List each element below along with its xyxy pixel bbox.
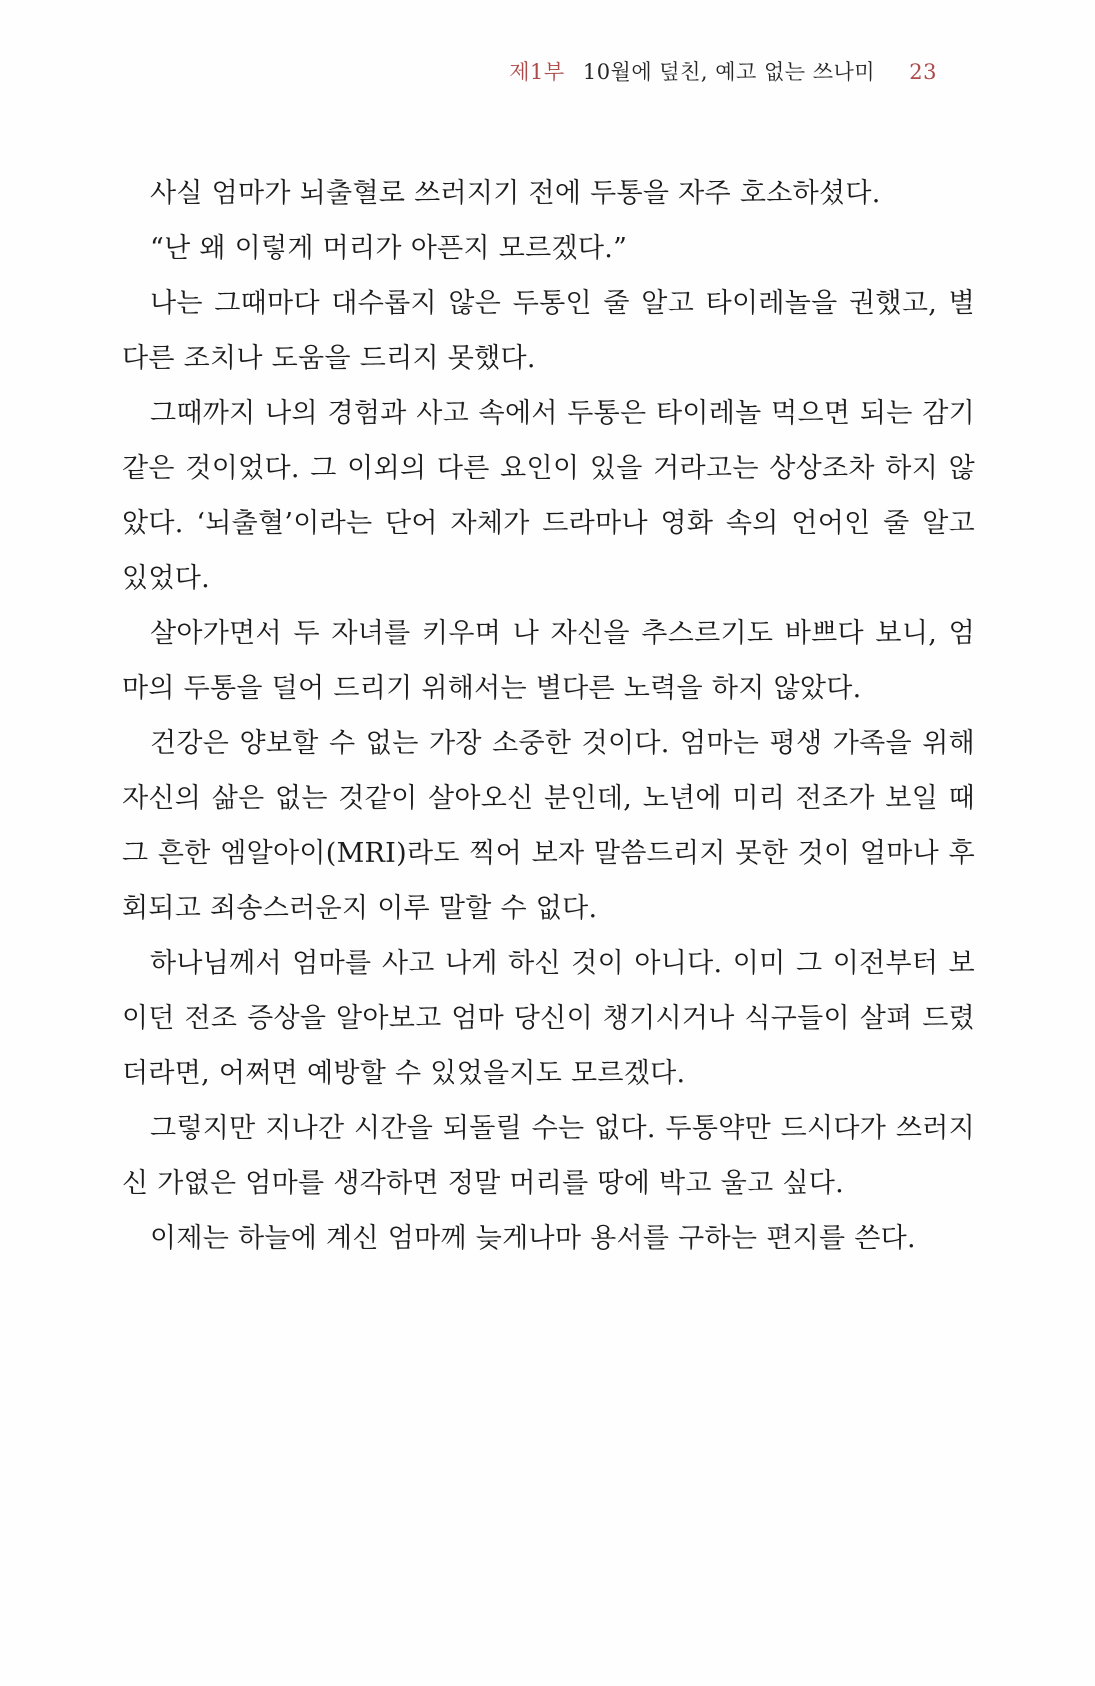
paragraph: 사실 엄마가 뇌출혈로 쓰러지기 전에 두통을 자주 호소하셨다. (150, 178, 881, 209)
running-head (0, 58, 937, 87)
paragraph: 그때까지 나의 경험과 사고 속에서 두통은 타이레놀 먹으면 되는 감기 같은 것이었다. 그 이외의 다른 요인이 있을 거라고는 상상조차 하지 않았다. ‘뇌출혈’이라는 단어 자체가 드라마나 영화 속의 언어인 줄 알고 있었다. (122, 398, 975, 594)
paragraph: “난 왜 이렇게 머리가 아픈지 모르겠다.” (150, 233, 628, 264)
paragraph: 하나님께서 엄마를 사고 나게 하신 것이 아니다. 이미 그 이전부터 보이던 전조 증상을 알아보고 엄마 당신이 챙기시거나 식구들이 살펴 드렸더라면, 어쩌면 예방할 수 있었을지도 모르겠다. (122, 948, 975, 1089)
paragraph: 그렇지만 지나간 시간을 되돌릴 수는 없다. 두통약만 드시다가 쓰러지신 가엾은 엄마를 생각하면 정말 머리를 땅에 박고 울고 싶다. (122, 1113, 975, 1199)
paragraph: 건강은 양보할 수 없는 가장 소중한 것이다. 엄마는 평생 가족을 위해 자신의 삶은 없는 것같이 살아오신 분인데, 노년에 미리 전조가 보일 때 그 흔한 엠알아이(MRI)라도 찍어 보자 말씀드리지 못한 것이 얼마나 후회되고 죄송스러운지 이루 말할 수 없다. (122, 728, 975, 924)
page-number: 23 (909, 60, 937, 84)
paragraph: 살아가면서 두 자녀를 키우며 나 자신을 추스르기도 바쁘다 보니, 엄마의 두통을 덜어 드리기 위해서는 별다른 노력을 하지 않았다. (122, 618, 975, 704)
part-label: 제1부 (509, 60, 565, 84)
paragraph: 나는 그때마다 대수롭지 않은 두통인 줄 알고 타이레놀을 권했고, 별다른 조치나 도움을 드리지 못했다. (122, 288, 975, 374)
paragraph: 이제는 하늘에 계신 엄마께 늦게나마 용서를 구하는 편지를 쓴다. (150, 1223, 916, 1254)
chapter-title: 10월에 덮친, 예고 없는 쓰나미 (582, 60, 876, 84)
body-text (122, 166, 975, 1266)
